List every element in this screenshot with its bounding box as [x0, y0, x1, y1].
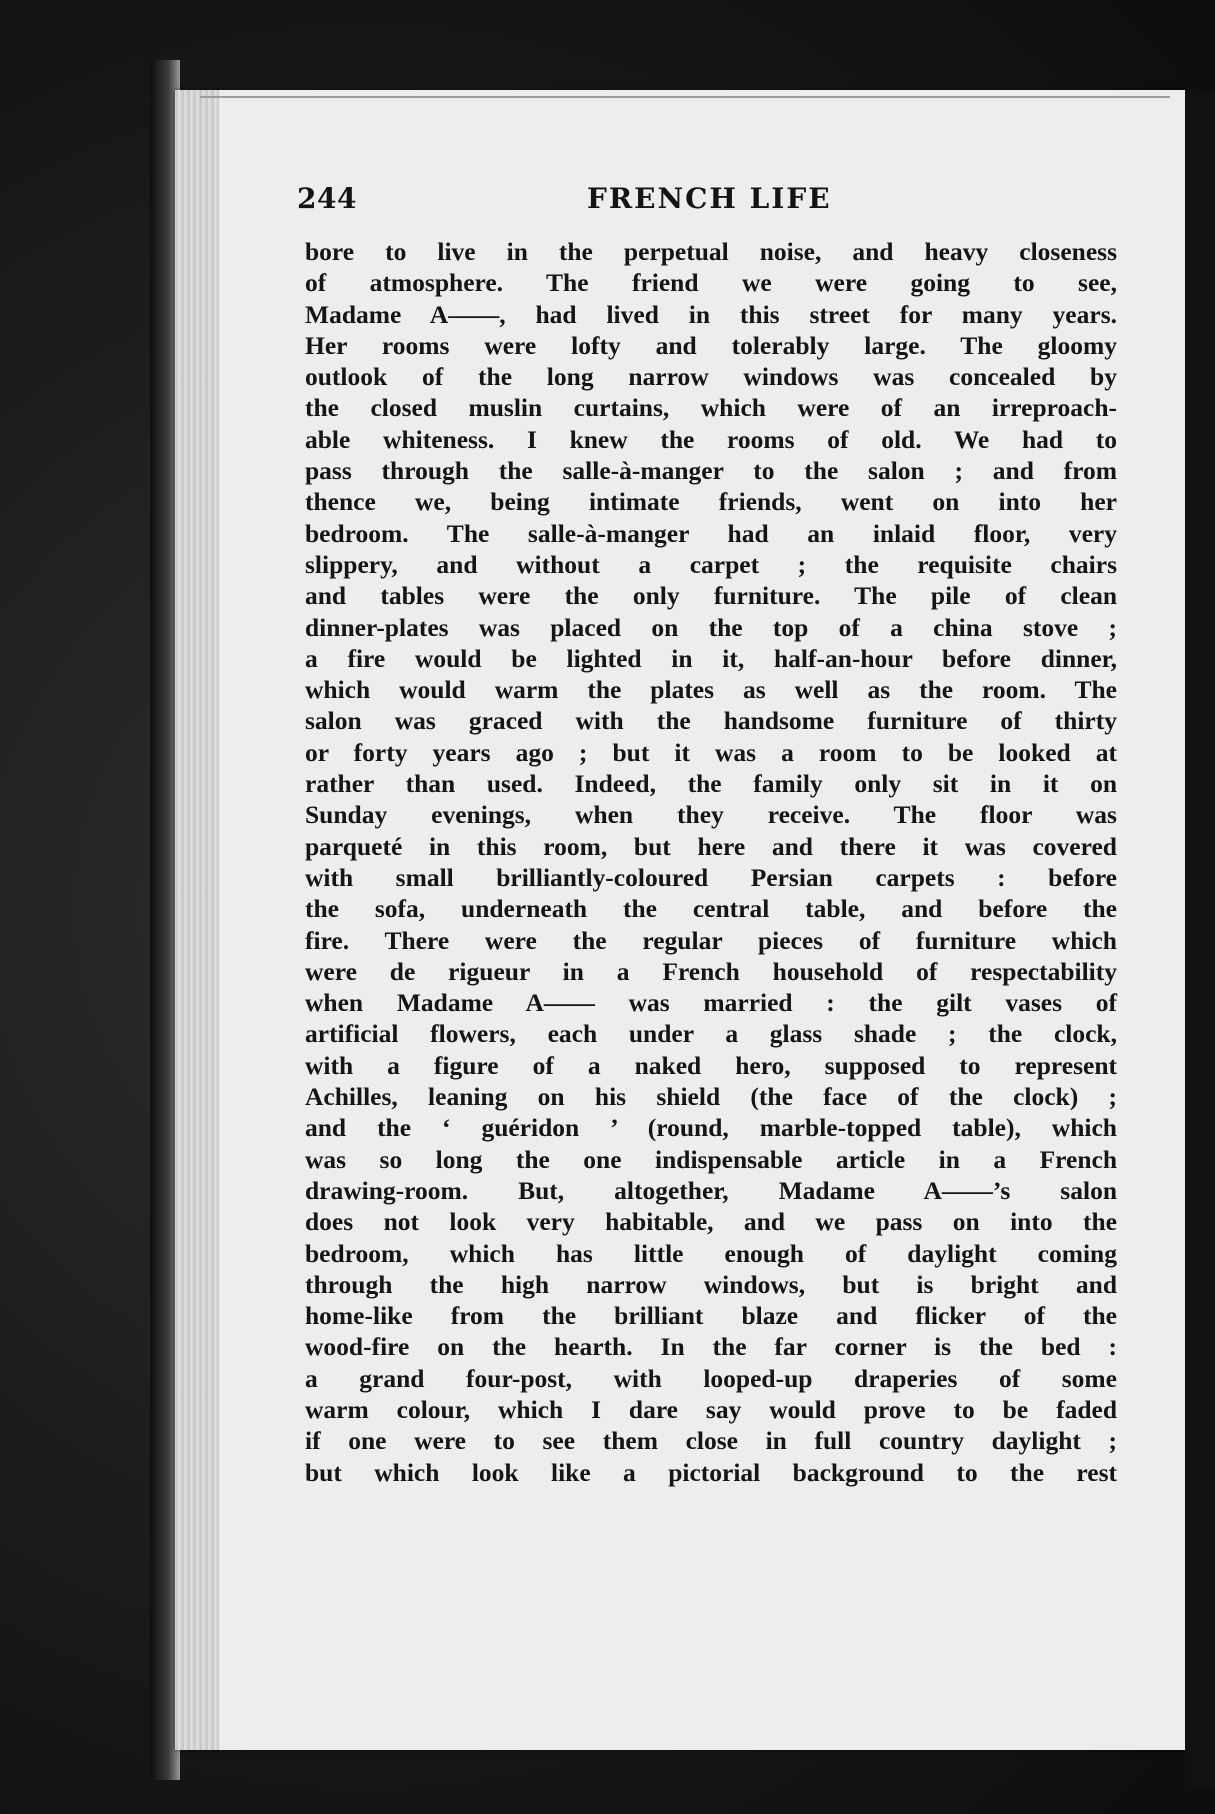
body-text [305, 236, 1117, 1488]
text-line: able whiteness. I knew the rooms of old. We had to [305, 424, 1117, 454]
text-line: and tables were the only furniture. The pile of clean [305, 581, 1117, 611]
page-number: 244 [297, 182, 357, 215]
text-line: with a figure of a naked hero, supposed to represent [305, 1050, 1117, 1080]
text-line: was so long the one indispensable article in a French [305, 1144, 1117, 1174]
page-edges [175, 90, 219, 1750]
page-top-edge [200, 96, 1170, 98]
text-line: outlook of the long narrow windows was concealed by [305, 362, 1117, 392]
text-line: Madame A——, had lived in this street for many years. [305, 299, 1117, 329]
text-line: a grand four-post, with looped-up draperies of some [305, 1363, 1117, 1393]
text-line: or forty years ago ; but it was a room to be looked at [305, 737, 1117, 767]
text-line: salon was graced with the handsome furniture of thirty [305, 706, 1117, 736]
text-line: Her rooms were lofty and tolerably large. The gloomy [305, 330, 1117, 360]
text-line: Sunday evenings, when they receive. The floor was [305, 800, 1117, 830]
running-head: FRENCH LIFE [587, 182, 832, 215]
text-line: when Madame A—— was married : the gilt vases of [305, 988, 1117, 1018]
text-line: drawing-room. But, altogether, Madame A——’s salon [305, 1175, 1117, 1205]
text-line: bedroom. The salle-à-manger had an inlaid floor, very [305, 518, 1117, 548]
text-line: home-like from the brilliant blaze and flicker of the [305, 1301, 1117, 1331]
text-line: wood-fire on the hearth. In the far corner is the bed : [305, 1332, 1117, 1362]
text-line: were de rigueur in a French household of respectability [305, 956, 1117, 986]
text-line: artificial flowers, each under a glass shade ; the clock, [305, 1019, 1117, 1049]
text-line: the closed muslin curtains, which were of an irreproach- [305, 393, 1117, 423]
text-line: Achilles, leaning on his shield (the face of the clock) ; [305, 1082, 1117, 1112]
text-line: fire. There were the regular pieces of furniture which [305, 925, 1117, 955]
text-line: thence we, being intimate friends, went on into her [305, 487, 1117, 517]
text-line: if one were to see them close in full country daylight ; [305, 1426, 1117, 1456]
text-line: a fire would be lighted in it, half-an-hour before dinner, [305, 643, 1117, 673]
page-header [297, 182, 1117, 222]
text-line: parqueté in this room, but here and there it was covered [305, 831, 1117, 861]
text-line: rather than used. Indeed, the family only sit in it on [305, 769, 1117, 799]
text-line: pass through the salle-à-manger to the salon ; and from [305, 456, 1117, 486]
text-line: and the ‘ guéridon ’ (round, marble-topped table), which [305, 1113, 1117, 1143]
text-line: slippery, and without a carpet ; the requisite chairs [305, 549, 1117, 579]
scanner-right-edge [1185, 90, 1215, 1790]
text-line: warm colour, which I dare say would prove to be faded [305, 1394, 1117, 1424]
text-line: bedroom, which has little enough of daylight coming [305, 1238, 1117, 1268]
text-line: of atmosphere. The friend we were going to see, [305, 268, 1117, 298]
text-line: which would warm the plates as well as the room. The [305, 675, 1117, 705]
text-line: but which look like a pictorial background to the rest [305, 1457, 1117, 1487]
text-line: through the high narrow windows, but is bright and [305, 1269, 1117, 1299]
text-line: does not look very habitable, and we pass on into the [305, 1207, 1117, 1237]
text-line: bore to live in the perpetual noise, and heavy closeness [305, 237, 1117, 266]
text-line: with small brilliantly-coloured Persian carpets : before [305, 862, 1117, 892]
text-line: dinner-plates was placed on the top of a china stove ; [305, 612, 1117, 642]
text-line: the sofa, underneath the central table, and before the [305, 894, 1117, 924]
